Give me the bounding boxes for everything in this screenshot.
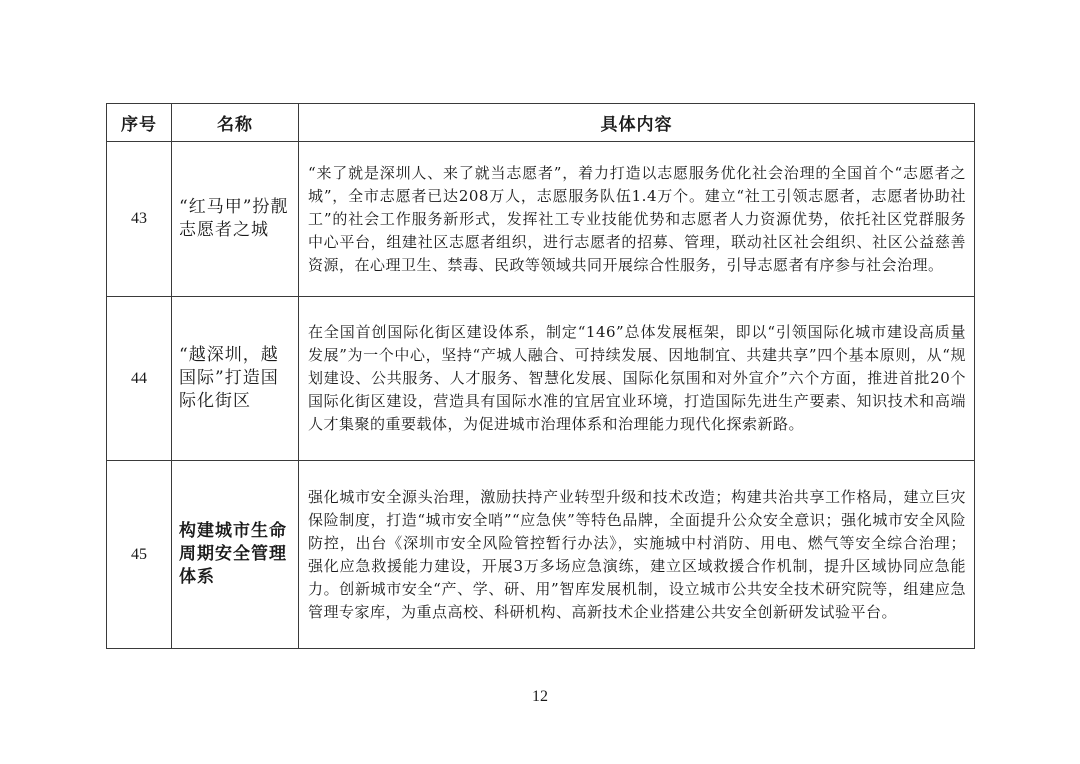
table-row: [107, 461, 975, 649]
table-header-row: [107, 104, 975, 142]
items-table: [106, 103, 975, 649]
row-serial-number: 45: [107, 461, 172, 649]
header-content: 具体内容: [299, 104, 975, 142]
table-row: [107, 297, 975, 461]
row-content: 强化城市安全源头治理，激励扶持产业转型升级和技术改造；构建共治共享工作格局，建立巨灾保险制度，打造“城市安全哨”“应急侠”等特色品牌，全面提升公众安全意识；强化城市安全风险防控，出台《深圳市安全风险管控暂行办法》，实施城中村消防、用电、燃气等安全综合治理；强化应急救援能力建设，开展3万多场应急演练，建立区域救援合作机制，提升区域协同应急能力。创新城市安全“产、学、研、用”智库发展机制，设立城市公共安全技术研究院等，组建应急管理专家库，为重点高校、科研机构、高新技术企业搭建公共安全创新研发试验平台。: [299, 461, 975, 649]
row-content: “来了就是深圳人、来了就当志愿者”，着力打造以志愿服务优化社会治理的全国首个“志愿者之城”，全市志愿者已达208万人，志愿服务队伍1.4万个。建立“社工引领志愿者，志愿者协助社工”的社会工作服务新形式，发挥社工专业技能优势和志愿者人力资源优势，依托社区党群服务中心平台，组建社区志愿者组织，进行志愿者的招募、管理，联动社区社会组织、社区公益慈善资源，在心理卫生、禁毒、民政等领域共同开展综合性服务，引导志愿者有序参与社会治理。: [299, 142, 975, 297]
row-name: “越深圳，越国际”打造国际化街区: [172, 297, 299, 461]
header-serial-number: 序号: [107, 104, 172, 142]
row-content: 在全国首创国际化街区建设体系，制定“146”总体发展框架，即以“引领国际化城市建设高质量发展”为一个中心，坚持“产城人融合、可持续发展、因地制宜、共建共享”四个基本原则，从“规划建设、公共服务、人才服务、智慧化发展、国际化氛围和对外宣介”六个方面，推进首批20个国际化街区建设，营造具有国际水准的宜居宜业环境，打造国际先进生产要素、知识技术和高端人才集聚的重要载体，为促进城市治理体系和治理能力现代化探索新路。: [299, 297, 975, 461]
header-name: 名称: [172, 104, 299, 142]
page-number: 12: [532, 688, 548, 705]
row-name: 构建城市生命周期安全管理体系: [172, 461, 299, 649]
row-serial-number: 43: [107, 142, 172, 297]
table-row: [107, 142, 975, 297]
row-serial-number: 44: [107, 297, 172, 461]
row-name: “红马甲”扮靓志愿者之城: [172, 142, 299, 297]
